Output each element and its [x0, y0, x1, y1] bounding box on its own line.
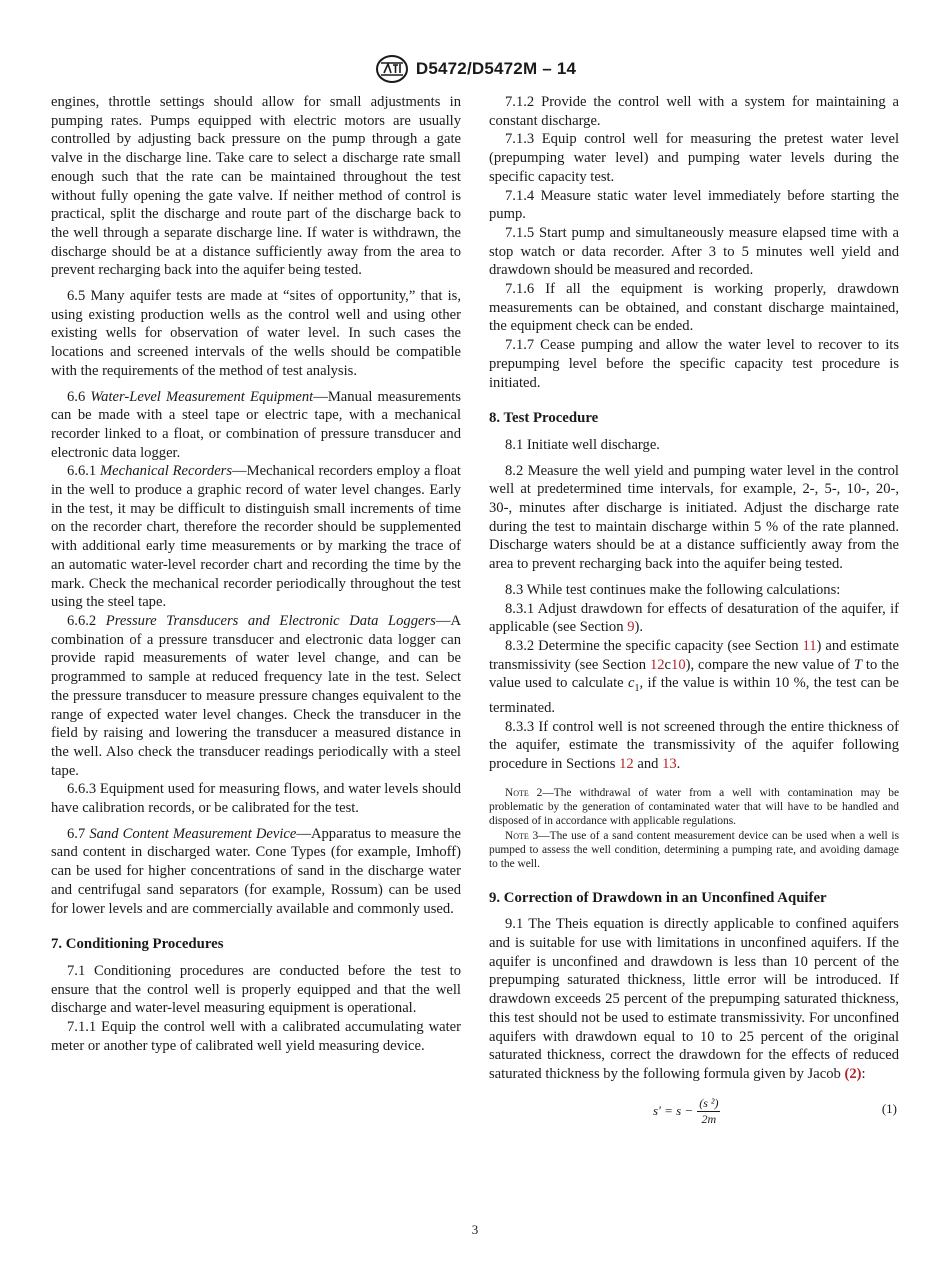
paragraph-8-3-1: 8.3.1 Adjust drawdown for effects of desaturation of the aquifer, if applicable (see Section 9).	[489, 600, 899, 636]
paragraph-8-3-3: 8.3.3 If control well is not screened through the entire thickness of the aquifer, estimate the transmissivity of the aquifer following procedure in Sections 12 and 13.	[489, 718, 899, 773]
reference-link[interactable]: (2)	[844, 1065, 862, 1082]
section-link[interactable]: 11	[802, 637, 817, 654]
paragraph-7-1-6: 7.1.6 If all the equipment is working properly, drawdown measurements can be obtained, and constant discharge maintained, the equipment check can be ended.	[489, 281, 899, 335]
equation-lhs: s' = s −	[653, 1102, 694, 1118]
section-heading-9: 9. Correction of Drawdown in an Unconfined Aquifer	[489, 889, 827, 906]
equation-fraction	[697, 1096, 720, 1127]
note-3: Note 3—The use of a sand content measurement device can be used when a well is pumped to assess the well condition, determining a pumping rate, and avoiding damage to the well.	[489, 829, 900, 871]
equation-1	[489, 1092, 899, 1134]
paragraph-9-1: 9.1 The Theis equation is directly applicable to confined aquifers and is suitable for use with limitations in unconfined aquifers. If the aquifer is unconfined and drawdown is less than 10 percent of the prepumping saturated thickness, little error will be introduced. If drawdown exceeds 25 percent of the prepumping saturated thickness, this test should not be used to estimate transmissivity. For unconfined aquifers with drawdown equal to 10 to 25 percent of the original saturated thickness, correct the drawdown for the effects of reduced saturated thickness by the following formula given by Jacob (2):	[489, 916, 899, 1082]
paragraph-7-1-4: 7.1.4 Measure static water level immediately before starting the pump.	[489, 187, 899, 223]
paragraph-6-6-1: 6.6.1 Mechanical Recorders—Mechanical recorders employ a float in the well to produce a graphic record of water level changes. Early in the test, it may be difficult to distinguish small increments of time on the recorder chart, therefore the recorder should be supplemented with additional early time measurements or by marking the trace of an automatic water-level recorder chart and recording the time by the mark. Check the mechanical recorder periodically throughout the test using the steel tape.	[51, 463, 461, 611]
section-heading-8: 8. Test Procedure	[489, 410, 599, 427]
paragraph-6-6: 6.6 Water-Level Measurement Equipment—Manual measurements can be made with a steel tape or electric tape, with a mechanical recorder linked to a float, or combination of pressure transducer and electronic data logger.	[51, 388, 461, 461]
paragraph-7-1-1: 7.1.1 Equip the control well with a calibrated accumulating water meter or another type of calibrated well yield measuring device.	[51, 1019, 461, 1054]
section-link[interactable]: 9	[627, 619, 635, 636]
page-header	[0, 54, 950, 84]
left-column	[51, 93, 461, 1055]
note-2: Note 2—The withdrawal of water from a well with contamination may be problematic by the generation of contaminated water that will have to be handled and disposed of in accordance with applicable regulations.	[489, 786, 899, 828]
paragraph-7-1-5: 7.1.5 Start pump and simultaneously measure elapsed time with a stop watch or data recorder. After 3 to 5 minutes well yield and drawdown should be measured and recorded.	[489, 224, 899, 279]
paragraph-7-1-3: 7.1.3 Equip control well for measuring the pretest water level (prepumping water level) and pumping water levels during the specific capacity test.	[489, 131, 899, 185]
equation-number: (1)	[881, 1100, 897, 1116]
paragraph-7-1-7: 7.1.7 Cease pumping and allow the water level to recover to its prepumping level before the specific capacity test procedure is initiated.	[489, 337, 899, 391]
paragraph-8-3: 8.3 While test continues make the following calculations:	[505, 581, 841, 598]
paragraph-6-7: 6.7 Sand Content Measurement Device—Apparatus to measure the sand content in discharged water. Cone Types (for example, Imhoff) can be used for higher concentrations of sand in the discharge water and centrifugal sand separators (for example, Rossum) can be used for lower levels and are commercially available and commonly used.	[51, 825, 461, 917]
section-link[interactable]: 10	[671, 656, 686, 673]
paragraph-8-2: 8.2 Measure the well yield and pumping water level in the control well at predetermined time intervals, for example, 2-, 5-, 10-, 20-, 30-, minutes after discharge is initiated. Adjust the discharge rate during the test to maintain discharge within 5 % of the rate planned. Discharge waters should be at a distance sufficiently away from the area to prevent recharging back into the aquifer being tested.	[489, 462, 899, 573]
paragraph-8-3-2: 8.3.2 Determine the specific capacity (see Section 11) and estimate transmissivity (see Section 12c10), compare the new value of T to the value used to calculate $c_1$, if the value is within 10 %, the test can be terminated.	[489, 637, 900, 716]
paragraph-8-1: 8.1 Initiate well discharge.	[505, 436, 660, 453]
astm-logo-icon	[374, 54, 410, 84]
equation-numerator: (s ²)	[699, 1095, 719, 1110]
section-link[interactable]: 13	[662, 756, 677, 773]
paragraph-7-1-2: 7.1.2 Provide the control well with a system for maintaining a constant discharge.	[489, 94, 899, 129]
paragraph-6-6-2: 6.6.2 Pressure Transducers and Electronic Data Loggers—A combination of a pressure transducer and electronic data logger can provide rapid measurements of water level change, and can be programmed to sample at reduced frequency late in the test. Select the pressure transducer to measure pressure changes equivalent to the range of expected water level changes. Check the transducer in the field by raising and lowering the transducer a measured distance in the well. Also check the transducer readings periodically with a steel tape.	[51, 612, 461, 779]
paragraph-7-1: 7.1 Conditioning procedures are conducted before the test to ensure that the control well is properly equipped and that the well discharge and water-level measuring equipment is operational.	[51, 962, 461, 1017]
paragraph-continued: engines, throttle settings should allow for small adjustments in pumping rates. Pumps equipped with electric motors are usually controlled by adjusting back pressure on the pump through a gate valve in the discharge line. Take care to select a discharge rate small enough such that the rate can be maintained throughout the test without fully opening the gate valve. If neither method of control is practical, split the discharge and route part of the discharge back to the well through a separate discharge line. If water is withdrawn, the discharge should be at a distance sufficiently away from the area to prevent recharging back into the aquifer being tested.	[51, 94, 461, 279]
section-heading-7: 7. Conditioning Procedures	[51, 936, 224, 953]
paragraph-6-6-3: 6.6.3 Equipment used for measuring flows, and water levels should have calibration records, or be calibrated for the test.	[51, 781, 461, 817]
right-column	[489, 93, 899, 1134]
standard-designation: D5472/D5472M – 14	[415, 59, 577, 78]
equation-denominator: 2m	[701, 1111, 717, 1126]
section-link[interactable]: 12	[649, 656, 665, 673]
paragraph-6-5: 6.5 Many aquifer tests are made at “sites of opportunity,” that is, using existing production wells as the control well and using other existing wells for observation of water level. In such cases the locations and screened intervals of the wells should be compatible with the requirements of the method of test analysis.	[51, 288, 461, 379]
section-link[interactable]: 12	[619, 756, 634, 773]
page-number: 3	[471, 1222, 479, 1237]
